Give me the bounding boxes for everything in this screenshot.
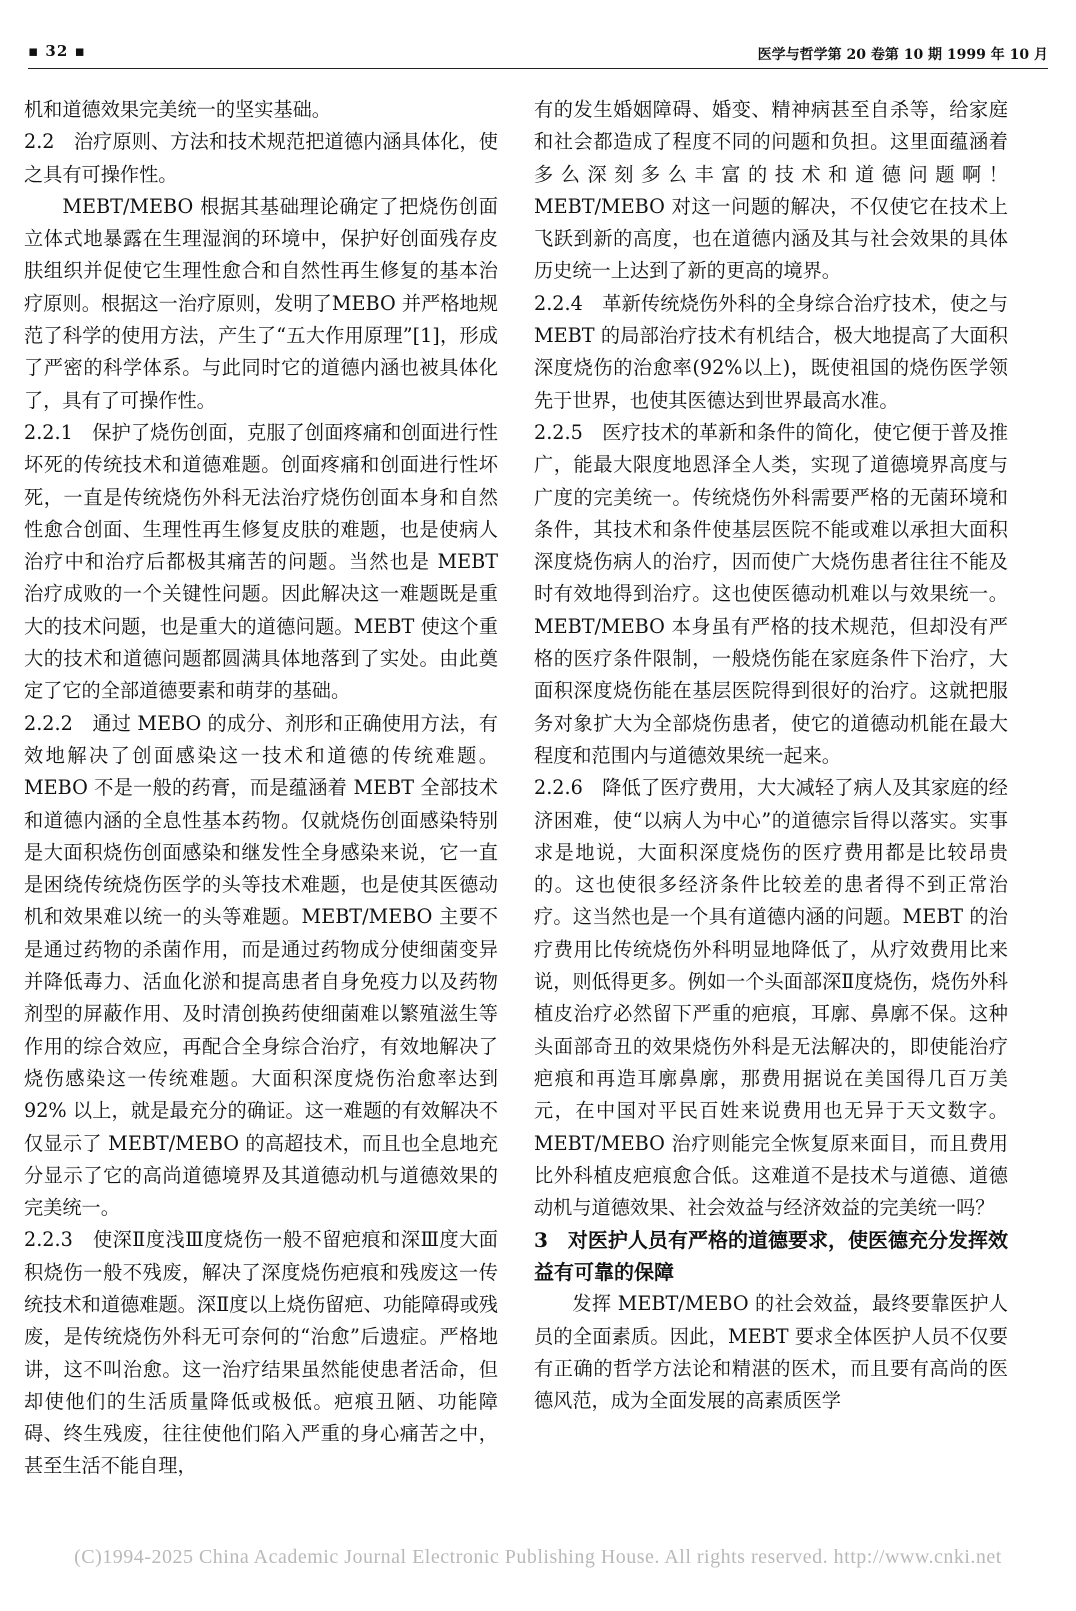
section-heading-3: 3 对医护人员有严格的道德要求，使医德充分发挥效益有可靠的保障 — [534, 1228, 1008, 1285]
paragraph: 发挥 MEBT/MEBO 的社会效益，最终要靠医护人员的全面素质。因此，MEBT 要求全体医护人员不仅要有正确的哲学方法论和精湛的医术，而且要有高尚的医德风范，成为全面发展的高素质医学 — [534, 1292, 1008, 1413]
section-2-2: 2.2 治疗原则、方法和技术规范把道德内涵具体化，使之具有可操作性。 — [24, 130, 498, 186]
paragraph: 机和道德效果完美统一的坚实基础。 — [24, 98, 331, 121]
section-2-2-1: 2.2.1 保护了烧伤创面，克服了创面疼痛和创面进行性坏死的传统技术和道德难题。创面疼痛和创面进行性坏死，一直是传统烧伤外科无法治疗烧伤创面本身和自然性愈合创面、生理性再生修复皮肤的难题，也是使病人治疗中和治疗后都极其痛苦的问题。当然也是 MEBT 治疗成败的一个关键性问题。因此解决这一难题既是重大的技术问题，也是重大的道德问题。MEBT 使这个重大的技术和道德问题都圆满具体地落到了实处。由此奠定了它的全部道德要素和萌芽的基础。 — [24, 420, 498, 703]
copyright-watermark: (C)1994-2025 China Academic Journal Electronic Publishing House. All rights reserved. http://www.cnki.net — [74, 1546, 1002, 1568]
paragraph: MEBT/MEBO 根据其基础理论确定了把烧伤创面立体式地暴露在生理湿润的环境中，保护好创面残存皮肤组织并促使它生理性愈合和自然性再生修复的基本治疗原则。根据这一治疗原则，发明了MEBO 并严格地规范了科学的使用方法，产生了“五大作用原理”[1]，形成了严密的科学体系。与此同时它的道德内涵也被具体化了，具有了可操作性。 — [24, 194, 498, 412]
section-2-2-3: 2.2.3 使深Ⅱ度浅Ⅲ度烧伤一般不留疤痕和深Ⅲ度大面积烧伤一般不残废，解决了深度烧伤疤痕和残废这一传统技术和道德难题。深Ⅱ度以上烧伤留疤、功能障碍或残废，是传统烧伤外科无可奈何的“治愈”后遗症。严格地讲，这不叫治愈。这一治疗结果虽然能使患者活命，但却使他们的生活质量降低或极低。疤痕丑陋、功能障碍、终生残废，往往使他们陷入严重的身心痛苦之中，甚至生活不能自理， — [24, 1228, 498, 1478]
journal-citation: 医学与哲学第 20 卷第 10 期 1999 年 10 月 — [757, 47, 1048, 63]
section-2-2-6: 2.2.6 降低了医疗费用，大大减轻了病人及其家庭的经济困难，使“以病人为中心”的道德宗旨得以落实。实事求是地说，大面积深度烧伤的医疗费用都是比较昂贵的。这也使很多经济条件比较差的患者得不到正常治疗。这当然也是一个具有道德内涵的问题。MEBT 的治疗费用比传统烧伤外科明显地降低了，从疗效费用比来说，则低得更多。例如一个头面部深Ⅱ度烧伤，烧伤外科植皮治疗必然留下严重的疤痕，耳廓、鼻廓不保。这种头面部奇丑的效果烧伤外科是无法解决的，即使能治疗疤痕和再造耳廓鼻廓，那费用据说在美国得几百万美元，在中国对平民百姓来说费用也无异于天文数字。MEBT/MEBO 治疗则能完全恢复原来面目，而且费用比外科植皮疤痕愈合低。这难道不是技术与道德、道德动机与道德效果、社会效益与经济效益的完美统一吗？ — [534, 776, 1008, 1220]
section-2-2-4: 2.2.4 革新传统烧伤外科的全身综合治疗技术，使之与 MEBT 的局部治疗技术有机结合，极大地提高了大面积深度烧伤的治愈率(92%以上)，既使祖国的烧伤医学领先于世界，也使其医德达到世界最高水准。 — [534, 291, 1008, 412]
running-header — [28, 40, 1048, 69]
page-number: ▪ 32 ▪ — [28, 42, 86, 60]
section-2-2-5: 2.2.5 医疗技术的革新和条件的简化，使它便于普及推广，能最大限度地恩泽全人类，实现了道德境界高度与广度的完美统一。传统烧伤外科需要严格的无菌环境和条件，其技术和条件使基层医院不能或难以承担大面积深度烧伤病人的治疗，因而使广大烧伤患者往往不能及时有效地得到治疗。这也使医德动机难以与效果统一。MEBT/MEBO 本身虽有严格的技术规范，但却没有严格的医疗条件限制，一般烧伤能在家庭条件下治疗，大面积深度烧伤能在基层医院得到很好的治疗。这就把服务对象扩大为全部烧伤患者，使它的道德动机能在最大程度和范围内与道德效果统一起来。 — [534, 420, 1008, 767]
paragraph: 有的发生婚姻障碍、婚变、精神病甚至自杀等，给家庭和社会都造成了程度不同的问题和负担。这里面蕴涵着多么深刻多么丰富的技术和道德问题啊！MEBT/MEBO 对这一问题的解决，不仅使它在技术上飞跃到新的高度，也在道德内涵及其与社会效果的具体历史统一上达到了新的更高的境界。 — [534, 98, 1008, 283]
right-column — [534, 94, 1008, 1418]
section-2-2-2: 2.2.2 通过 MEBO 的成分、剂形和正确使用方法，有效地解决了创面感染这一技术和道德的传统难题。MEBO 不是一般的药膏，而是蕴涵着 MEBT 全部技术和道德内涵的全息性基本药物。仅就烧伤创面感染特别是大面积烧伤创面感染和继发性全身感染来说，它一直是困绕传统烧伤医学的头等技术难题，也是使其医德动机和效果难以统一的头等难题。MEBT/MEBO 主要不是通过药物的杀菌作用，而是通过药物成分使细菌变异并降低毒力、活血化淤和提高患者自身免疫力以及药物剂型的屏蔽作用、及时清创换药使细菌难以繁殖滋生等作用的综合效应，再配合全身综合治疗，有效地解决了烧伤感染这一传统难题。大面积深度烧伤治愈率达到 92% 以上，就是最充分的确证。这一难题的有效解决不仅显示了 MEBT/MEBO 的高超技术，而且也全息地充分显示了它的高尚道德境界及其道德动机与道德效果的完美统一。 — [24, 711, 498, 1220]
left-column — [24, 94, 498, 1483]
